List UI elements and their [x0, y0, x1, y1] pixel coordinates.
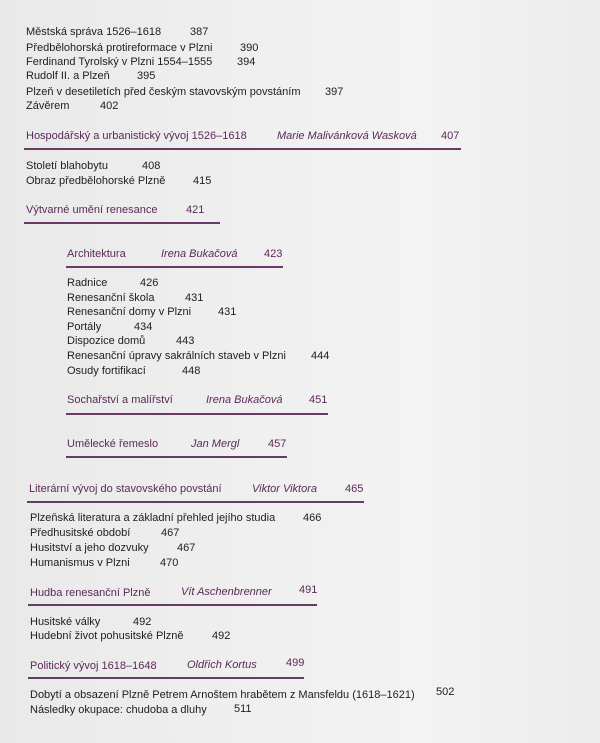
toc-entry-title: Dobytí a obsazení Plzně Petrem Arnoštem hrabětem z Mansfeldu (1618–1621)	[30, 689, 415, 701]
section-rule	[27, 501, 364, 503]
subsection-author: Jan Mergl	[191, 438, 240, 450]
toc-entry-page: 466	[303, 512, 322, 524]
subsection-rule	[66, 266, 283, 268]
toc-entry-title: Století blahobytu	[26, 160, 108, 172]
toc-entry-page: 397	[325, 86, 344, 98]
section-heading: Literární vývoj do stavovského povstání	[29, 483, 222, 495]
section-page: 465	[345, 483, 364, 495]
toc-entry-page: 434	[134, 321, 153, 333]
toc-entry-title: Husitství a jeho dozvuky	[30, 542, 149, 554]
toc-entry-page: 443	[176, 335, 195, 347]
toc-entry-page: 394	[237, 56, 256, 68]
section-author: Marie Malivánková Wasková	[277, 130, 417, 142]
subsection-author: Irena Bukačová	[206, 394, 283, 406]
subsection-page: 451	[309, 394, 328, 406]
toc-entry-page: 492	[133, 616, 152, 628]
toc-entry-page: 448	[182, 365, 201, 377]
section-rule	[28, 604, 317, 606]
subsection-heading: Umělecké řemeslo	[67, 438, 159, 450]
subsection-heading: Architektura	[67, 248, 126, 260]
section-page: 407	[441, 130, 460, 142]
section-page: 491	[299, 584, 318, 596]
toc-entry-page: 426	[140, 277, 159, 289]
toc-entry-title: Humanismus v Plzni	[30, 557, 130, 569]
subsection-author: Irena Bukačová	[161, 248, 238, 260]
toc-entry-title: Následky okupace: chudoba a dluhy	[30, 704, 207, 716]
toc-entry-title: Hudební život pohusitské Plzně	[30, 630, 184, 642]
toc-entry-page: 390	[240, 42, 259, 54]
toc-entry-title: Obraz předbělohorské Plzně	[26, 175, 166, 187]
subsection-rule	[66, 413, 328, 415]
toc-entry-page: 395	[137, 70, 156, 82]
toc-entry-title: Plzeň v desetiletích před českým stavovským povstáním	[26, 86, 301, 98]
toc-entry-page: 408	[142, 160, 161, 172]
toc-entry-title: Radnice	[67, 277, 108, 289]
section-rule	[24, 148, 461, 150]
toc-entry-page: 492	[212, 630, 231, 642]
section-heading: Výtvarné umění renesance	[26, 204, 158, 216]
toc-entry-title: Předbělohorská protireformace v Plzni	[26, 42, 213, 54]
toc-entry-page: 444	[311, 350, 330, 362]
toc-entry-title: Závěrem	[26, 100, 70, 112]
toc-entry-page: 415	[193, 175, 212, 187]
section-author: Viktor Viktora	[252, 483, 318, 495]
section-heading: Hudba renesanční Plzně	[30, 587, 151, 599]
section-heading: Hospodářský a urbanistický vývoj 1526–1618	[26, 130, 247, 142]
toc-entry-title: Plzeňská literatura a základní přehled jejího studia	[30, 512, 276, 524]
subsection-heading: Sochařství a malířství	[67, 394, 173, 406]
toc-entry-title: Renesanční domy v Plzni	[67, 306, 192, 318]
toc-entry-title: Renesanční úpravy sakrálních staveb v Plzni	[67, 350, 286, 362]
section-author: Vít Aschenbrenner	[181, 586, 272, 598]
toc-entry-title: Renesanční škola	[67, 292, 155, 304]
section-heading: Politický vývoj 1618–1648	[30, 660, 157, 672]
toc-entry-title: Městská správa 1526–1618	[26, 26, 162, 38]
toc-entry-page: 402	[100, 100, 119, 112]
toc-entry-title: Husitské války	[30, 616, 101, 628]
section-rule	[24, 222, 220, 224]
toc-entry-page: 467	[177, 542, 196, 554]
toc-entry-page: 470	[160, 557, 179, 569]
toc-entry-page: 431	[185, 292, 204, 304]
toc-entry-page: 467	[161, 527, 180, 539]
toc-entry-page: 511	[234, 703, 252, 715]
toc-entry-title: Dispozice domů	[67, 335, 146, 347]
subsection-page: 457	[268, 438, 287, 450]
toc-entry-page: 387	[190, 26, 209, 38]
section-rule	[28, 677, 304, 679]
toc-entry-page: 502	[436, 686, 455, 698]
toc-entry-title: Předhusitské období	[30, 527, 131, 539]
section-page: 499	[286, 657, 305, 669]
toc-entry-title: Osudy fortifikací	[67, 365, 146, 377]
section-author: Oldřich Kortus	[187, 659, 257, 671]
section-page: 421	[186, 204, 205, 216]
toc-entry-title: Rudolf II. a Plzeň	[26, 70, 110, 82]
subsection-rule	[66, 456, 287, 458]
toc-entry-title: Portály	[67, 321, 102, 333]
toc-entry-title: Ferdinand Tyrolský v Plzni 1554–1555	[26, 56, 213, 68]
toc-entry-page: 431	[218, 306, 237, 318]
subsection-page: 423	[264, 248, 283, 260]
